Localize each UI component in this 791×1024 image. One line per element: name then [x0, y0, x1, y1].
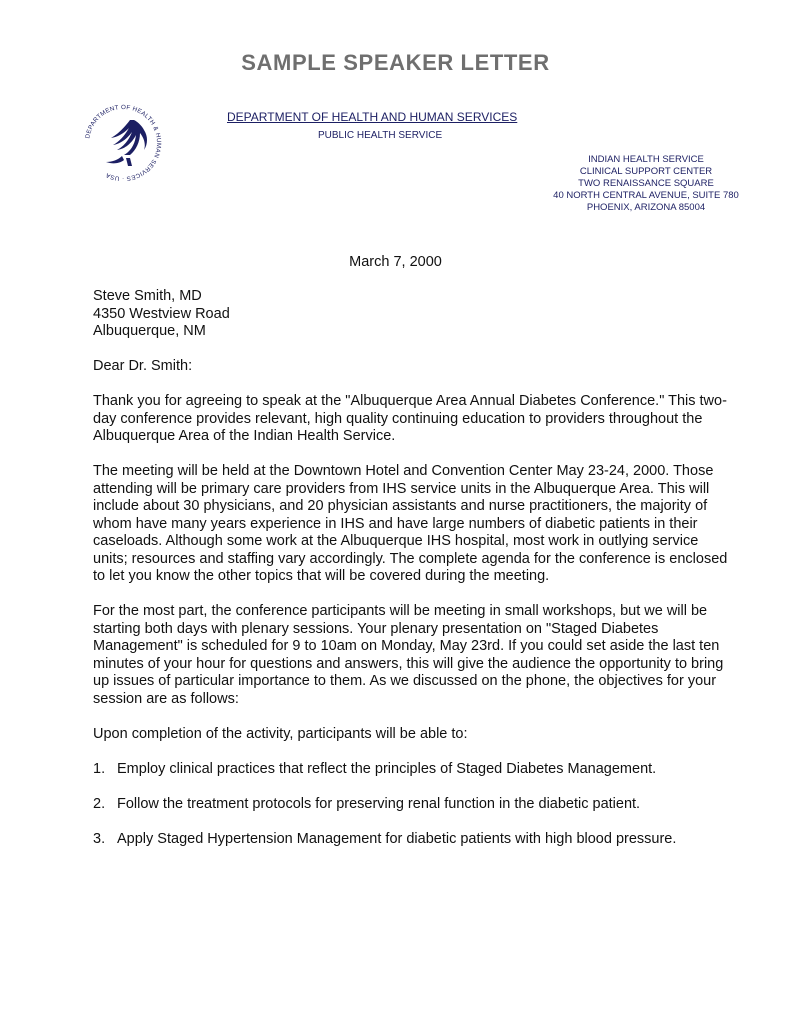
document-title: SAMPLE SPEAKER LETTER [241, 50, 550, 75]
letter-date: March 7, 2000 [349, 254, 442, 270]
objective-text: Follow the treatment protocols for preserving renal function in the diabetic patient. [117, 795, 641, 812]
objectives-intro: Upon completion of the activity, participants will be able to: [93, 725, 468, 742]
salutation: Dear Dr. Smith: [93, 358, 193, 374]
address-line: 40 NORTH CENTRAL AVENUE, SUITE 780 [553, 190, 739, 201]
objective-number: 2. [93, 795, 106, 812]
paragraph: Thank you for agreeing to speak at the "Albuquerque Area Annual Diabetes Conference." This two-day conference provides relevant, high quality continuing education to providers throughout the Albuquerque Area of the Indian Health Service. [93, 393, 727, 444]
recipient-block [93, 288, 733, 341]
objective-text: Employ clinical practices that reflect the principles of Staged Diabetes Management. [117, 760, 657, 777]
address-line: PHOENIX, ARIZONA 85004 [586, 202, 706, 213]
address-line: CLINICAL SUPPORT CENTER [579, 166, 713, 177]
service-name: PUBLIC HEALTH SERVICE [318, 130, 443, 141]
hhs-eagle-seal-icon [78, 98, 168, 188]
letter-body [93, 288, 733, 866]
paragraph: For the most part, the conference participants will be meeting in small workshops, but we will be starting both days with plenary sessions. Your plenary presentation on "Staged Diabetes Management" is scheduled for 9 to 10am on Monday, May 23rd. If you could set aside the last ten minutes of your hour for questions and answers, this will give the audience the opportunity to bring up issues of particular importance to them. As we discussed on the phone, the objectives for your session are as follows: [93, 603, 724, 707]
address-line: INDIAN HEALTH SERVICE [588, 154, 704, 165]
recipient-name: Steve Smith, MD [93, 288, 202, 304]
address-line: TWO RENAISSANCE SQUARE [578, 178, 714, 189]
hhs-seal [78, 98, 168, 188]
recipient-street: 4350 Westview Road [93, 305, 230, 322]
objective-number: 3. [93, 830, 106, 847]
return-address [535, 154, 757, 214]
recipient-city: Albuquerque, NM [93, 323, 206, 339]
objective-item [93, 761, 733, 779]
objective-item [93, 831, 733, 849]
department-name: DEPARTMENT OF HEALTH AND HUMAN SERVICES [227, 110, 518, 124]
objective-item [93, 796, 733, 814]
svg-text:DEPARTMENT OF HEALTH & HUMAN S: DEPARTMENT OF HEALTH & HUMAN SERVICES · USA [84, 103, 163, 183]
objective-text: Apply Staged Hypertension Management for diabetic patients with high blood pressure. [117, 830, 677, 847]
paragraph: The meeting will be held at the Downtown Hotel and Convention Center May 23-24, 2000. Those attending will be primary care providers from IHS service units in the Albuquerque Area. This will include about 30 physicians, and 20 physician assistants and nurse practitioners, the majority of whom have many years experience in IHS and have large numbers of diabetic patients in their caseloads. Although some work at the Albuquerque IHS hospital, most work in outlying service units; resources and staffing vary accordingly. The complete agenda for the conference is enclosed to let you know the other topics that will be covered during the meeting. [93, 463, 728, 584]
objective-number: 1. [93, 760, 106, 777]
